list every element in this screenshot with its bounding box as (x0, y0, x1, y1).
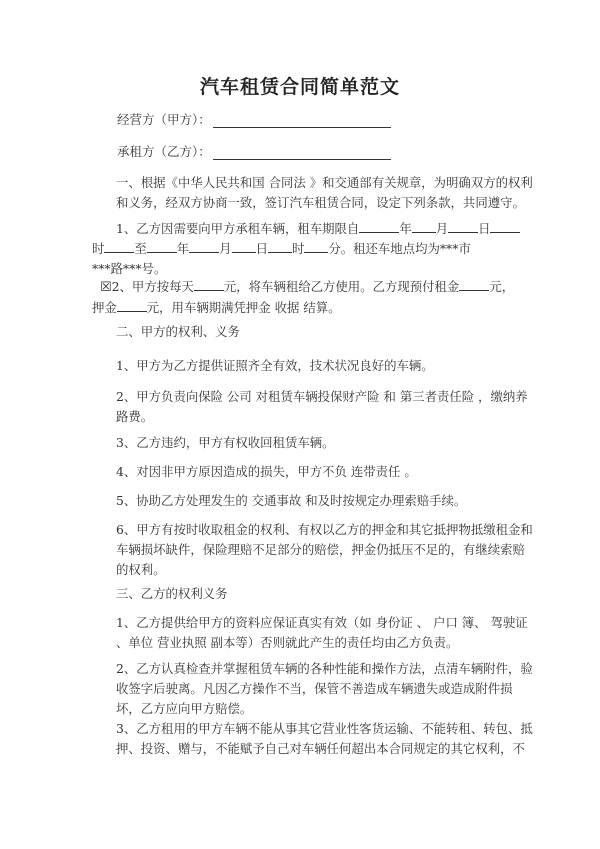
section-2-item-2: 2、甲方负责向保险 公司 对租赁车辆投保财产险 和 第三者责任险 ，缴纳养路费。 (116, 389, 528, 424)
intro-paragraph: 一、根据《中华人民共和国 合同法 》和交通部有关规章，为明确双方的权利和义务，经双方协商一致，签订汽车租赁合同，设定下列条款，共同遵守。 (116, 175, 533, 210)
clause-1-line-2: 时 至 年 月 日 时 分。租还车地点均为***市 (92, 241, 471, 256)
start-hour-blank (490, 220, 520, 233)
end-year-blank (147, 240, 177, 253)
section-3-item-1: 1、乙方提供给甲方的资料应保证真实有效（如 身份证 、 户口 簿、 驾驶证 、单位 营业执照 副本等）否则就此产生的责任均由乙方负责。 (116, 615, 528, 650)
section-3-heading: 三、乙方的权利义务 (116, 586, 228, 601)
clause-1-line-1: 1、乙方因需要向甲方承租车辆，租车期限自 年 月 日 (92, 219, 512, 239)
start-hour-blank-2 (104, 240, 134, 253)
start-day-blank (448, 220, 478, 233)
section-2-item-3: 3、乙方违约，甲方有权收回租赁车辆。 (116, 435, 335, 450)
section-3-item-2: 2、乙方认真检查并掌握租赁车辆的各种性能和操作方法，点清车辆附件，验收签字后驶离。凡因乙方操作不当，保管不善造成车辆遗失或造成附件损坏，乙方应向甲方赔偿。 (116, 661, 533, 716)
prepaid-rent-blank (459, 278, 489, 291)
party-b-blank (213, 146, 391, 160)
party-b-row (117, 142, 391, 160)
deposit-blank (117, 299, 147, 312)
start-year-blank (359, 220, 399, 233)
checkbox-icon: ☒ (100, 280, 112, 295)
section-2-item-5: 5、协助乙方处理发生的 交通事故 和及时按规定办理索赔手续。 (116, 493, 467, 508)
daily-rent-blank (194, 278, 224, 291)
end-day-blank (232, 240, 256, 253)
end-month-blank (189, 240, 219, 253)
section-2-heading: 二、甲方的权利、义务 (116, 324, 240, 339)
start-month-blank (412, 220, 436, 233)
clause-2-line-1: ☒2、甲方按每天 元，将车辆租给乙方使用。乙方现预付租金 元， (100, 279, 515, 295)
party-a-blank (213, 114, 391, 128)
clause-1-paragraph (92, 219, 512, 279)
clause-2-paragraph (92, 277, 515, 318)
section-2-item-4: 4、对因非甲方原因造成的损失，甲方不负 连带责任 。 (116, 464, 417, 479)
end-minute-blank (304, 240, 328, 253)
section-2-item-6: 6、甲方有按时收取租金的权利、有权以乙方的押金和其它抵押物抵缴租金和车辆损坏缺件，保险理赔不足部分的赔偿，押金仍抵压不足的，有继续索赔的权利。 (116, 522, 533, 577)
document-title: 汽车租赁合同简单范文 (199, 76, 400, 98)
clause-2-line-2: 押金 元，用车辆期满凭押金 收据 结算。 (92, 300, 341, 315)
party-a-label: 经营方（甲方）： (117, 112, 211, 127)
party-a-row (117, 110, 391, 128)
section-2-item-1: 1、甲方为乙方提供证照齐全有效，技术状况良好的车辆。 (116, 358, 434, 373)
section-3-item-3: 3、乙方租用的甲方车辆不能从事其它营业性客货运输、不能转租、转包、抵押、投资、赠与，不能赋予自己对车辆任何超出本合同规定的其它权利，不 (116, 721, 533, 756)
party-b-label: 承租方（乙方）： (117, 144, 211, 159)
clause-1-line-3: ***路***号。 (92, 261, 167, 276)
end-hour-blank (268, 240, 292, 253)
